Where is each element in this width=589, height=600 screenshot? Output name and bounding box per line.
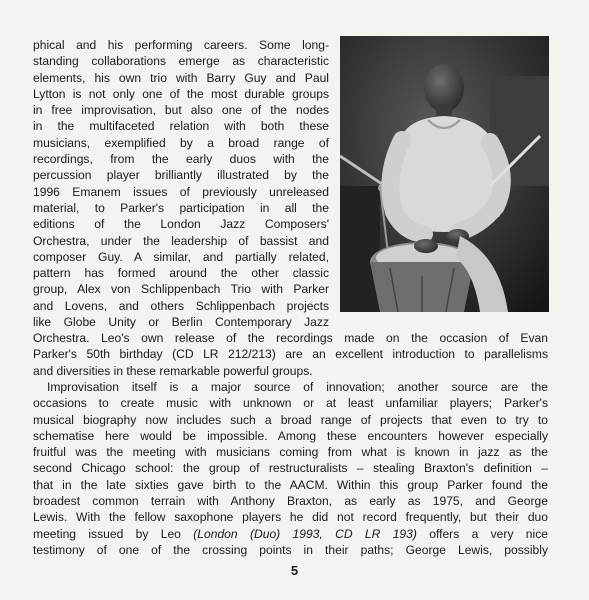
text-line: in free improvisation, but also one of the nodes	[33, 103, 329, 118]
text-line: testimony of one of the crossing points in their paths; George Lewis, possibly	[33, 542, 548, 557]
text-line: fruitful was the meeting with musicians coming from what is known in jazz as the	[33, 445, 548, 460]
text-line: Orchestra, under the leadership of bassist and	[33, 233, 329, 248]
text-line: occasions to create music with unknown or at least unfamiliar players; Parker's	[33, 396, 548, 411]
text-line: musicians, exemplified by a broad range of	[33, 135, 329, 150]
text-segment: offers a very nice	[416, 526, 548, 541]
text-line: Improvisation itself is a major source of innovation; another source are the	[47, 380, 548, 394]
text-line: editions of the London Jazz Composers'	[33, 217, 329, 232]
text-line: broadest common terrain with Anthony Braxton, as early as 1975, and George	[33, 494, 548, 509]
musician-photo	[340, 36, 549, 312]
text-line: and diversities in these remarkable powerful groups.	[33, 363, 313, 378]
text-line: musical biography now includes such a broad range of projects that even to try to	[33, 412, 548, 427]
text-line: Lewis. With the fellow saxophone players he did not record frequently, but their duo	[33, 510, 548, 525]
text-line: composer Guy. A similar, and partially related,	[33, 249, 329, 264]
text-segment: meeting issued by Leo	[33, 526, 194, 541]
text-line: 1996 Emanem issues of previously unreleased	[33, 184, 329, 199]
wrapped-column-text	[33, 37, 329, 330]
text-line: Orchestra. Leo's own release of the recordings made on the occasion of Evan	[33, 331, 548, 345]
text-line: in the multifaceted relation with both these	[33, 119, 329, 134]
text-line: Lytton is not only one of the most durable groups	[33, 86, 329, 101]
text-line: percussion player brilliantly illustrated by the	[33, 168, 329, 183]
text-line: phical and his performing careers. Some long-	[33, 38, 329, 52]
text-line: material, to Parker's participation in all the	[33, 200, 329, 215]
paragraph-2	[33, 379, 548, 558]
text-line: and Lovens, and others Schlippenbach projects	[33, 298, 329, 313]
text-line-with-citation	[33, 526, 548, 542]
text-line: recordings, from the early duos with the	[33, 152, 329, 167]
photo-image	[340, 36, 549, 312]
text-line: second Chicago school: the group of restructuralists – stealing Braxton's definition –	[33, 461, 548, 476]
text-line: standing collaborations emerge as characteristic	[33, 54, 329, 69]
album-citation: (London (Duo) 1993, CD LR 193)	[193, 526, 417, 541]
text-line: that in the late sixties gave birth to the AACM. Within this group Parker found the	[33, 477, 548, 492]
text-line: schematise here would be impossible. Among these encounters however especially	[33, 428, 548, 443]
text-line: Parker's 50th birthday (CD LR 212/213) are an excellent introduction to parallelisms	[33, 347, 548, 362]
text-line: pattern has formed around the other classic	[33, 266, 329, 281]
text-line: group, Alex von Schlippenbach Trio with Parker	[33, 282, 329, 297]
paragraph-1-continuation	[33, 330, 548, 379]
text-line: like Globe Unity or Berlin Contemporary Jazz	[33, 315, 329, 330]
page-number: 5	[290, 563, 299, 578]
text-line: elements, his own trio with Barry Guy and Paul	[33, 70, 329, 85]
